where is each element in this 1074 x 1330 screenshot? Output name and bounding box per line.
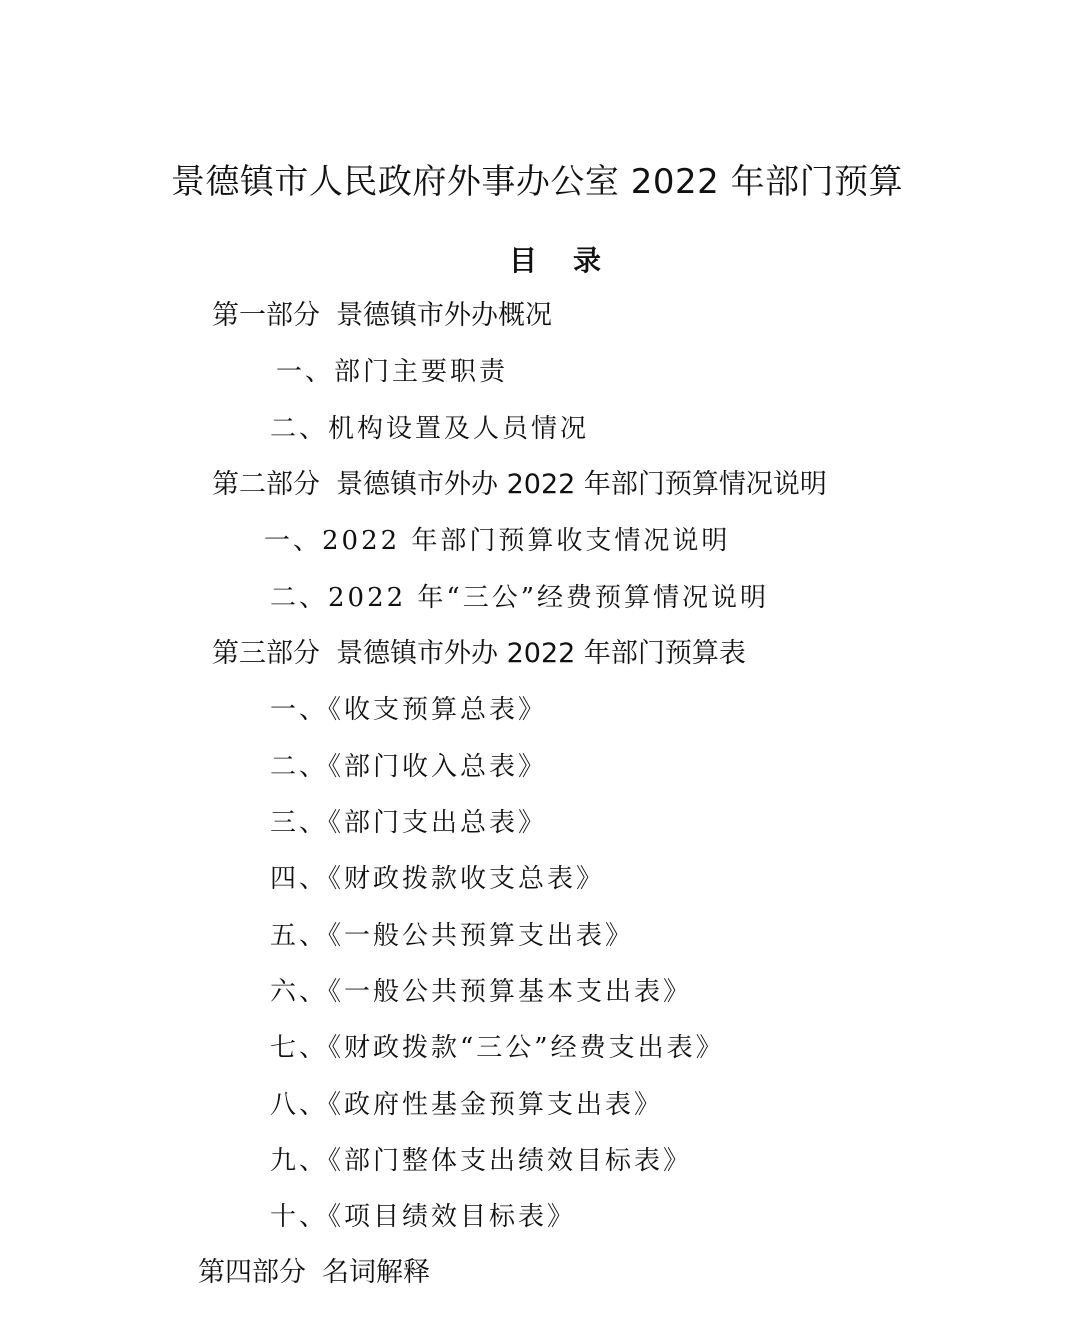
toc-item[interactable]: 四、《财政拨款收支总表》 — [270, 864, 606, 894]
toc-item[interactable]: 一、2022 年部门预算收支情况说明 — [264, 526, 731, 556]
toc-part-2[interactable] — [212, 467, 827, 503]
toc-item[interactable]: 七、《财政拨款“三公”经费支出表》 — [270, 1033, 725, 1063]
toc-item[interactable]: 五、《一般公共预算支出表》 — [270, 921, 635, 951]
toc-item[interactable]: 六、《一般公共预算基本支出表》 — [270, 977, 693, 1007]
part-label: 第一部分 — [212, 300, 320, 331]
toc-item[interactable]: 二、《部门收入总表》 — [270, 752, 548, 782]
part-name: 景德镇市外办 2022 年部门预算表 — [336, 638, 746, 669]
toc-part-1[interactable] — [212, 298, 552, 334]
toc-item[interactable]: 三、《部门支出总表》 — [270, 808, 548, 838]
toc-item[interactable]: 八、《政府性基金预算支出表》 — [270, 1090, 664, 1120]
toc-item[interactable]: 一、《收支预算总表》 — [270, 695, 548, 725]
part-label: 第三部分 — [212, 638, 320, 669]
toc-part-3[interactable] — [212, 636, 746, 672]
toc-part-4[interactable] — [198, 1255, 430, 1291]
toc-item[interactable]: 二、机构设置及人员情况 — [270, 414, 590, 444]
part-name: 景德镇市外办 2022 年部门预算情况说明 — [336, 469, 827, 500]
document-title: 景德镇市人民政府外事办公室 2022 年部门预算 — [170, 162, 904, 202]
part-label: 第四部分 — [198, 1257, 306, 1288]
part-name: 名词解释 — [322, 1257, 430, 1288]
toc-item[interactable]: 九、《部门整体支出绩效目标表》 — [270, 1146, 693, 1176]
part-name: 景德镇市外办概况 — [336, 300, 552, 331]
toc-heading: 目录 — [508, 244, 637, 277]
toc-item[interactable]: 一、部门主要职责 — [276, 357, 509, 387]
part-label: 第二部分 — [212, 469, 320, 500]
toc-item[interactable]: 十、《项目绩效目标表》 — [270, 1202, 577, 1232]
toc-item[interactable]: 二、2022 年“三公”经费预算情况说明 — [270, 583, 770, 613]
